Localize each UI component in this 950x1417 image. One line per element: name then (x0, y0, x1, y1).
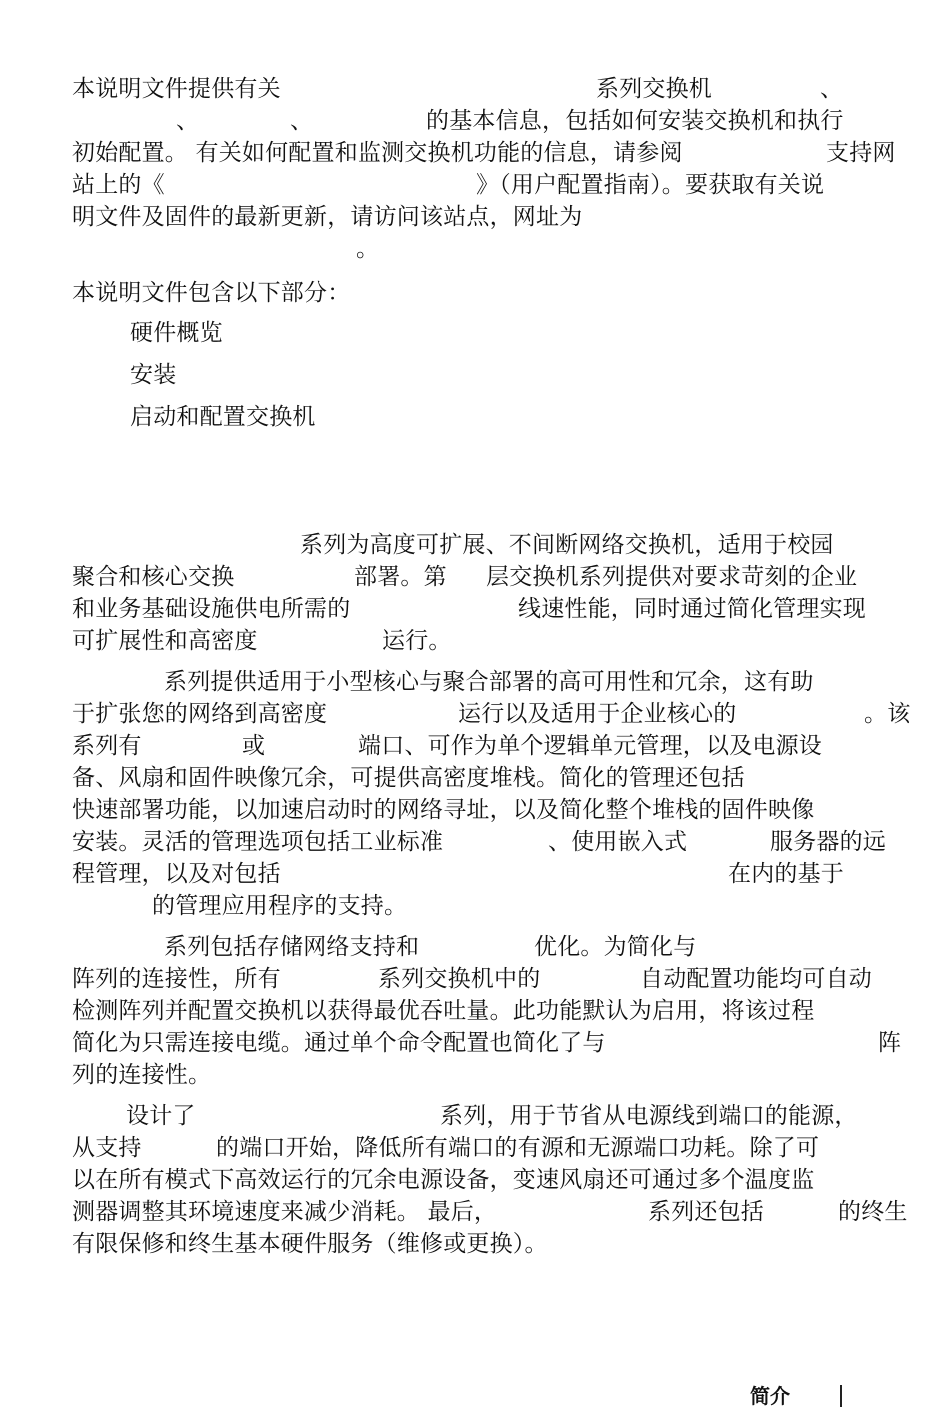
text-run: 运行。 (382, 628, 452, 654)
text-run: 的端口开始，降低所有端口的有源和无源端口功耗。除了可 (216, 1135, 820, 1161)
text-run: 系列交换机中的 (378, 966, 541, 992)
text-run: 系列包括存储网络支持和 (164, 934, 420, 960)
text-run: 阵列的连接性，所有 (72, 966, 281, 992)
text-run: 的终生 (838, 1199, 908, 1225)
text-run: 测器调整其环境速度来减少消耗。 最后， (72, 1199, 498, 1225)
text-run: 优化。为简化与 (534, 934, 697, 960)
text-run: 。该 (864, 701, 911, 727)
text-run: 、 (290, 108, 314, 134)
text-run: 系列交换机 (596, 76, 712, 102)
text-run: 系列有 (72, 733, 142, 759)
text-run: 、使用嵌入式 (548, 829, 688, 855)
text-run: 、 (176, 108, 200, 134)
text-run: 初始配置。 有关如何配置和监测交换机功能的信息，请参阅 (72, 140, 683, 166)
text-run: 可扩展性和高密度 (72, 628, 258, 654)
text-run: 、 (820, 76, 844, 102)
text-run: 或 (242, 733, 266, 759)
text-run: 从支持 (72, 1135, 142, 1161)
text-run: 自动配置功能均可自动 (640, 966, 872, 992)
text-run: 层交换机系列提供对要求苛刻的企业 (486, 564, 858, 590)
text-run: 检测阵列并配置交换机以获得最优吞吐量。此功能默认为启用，将该过程 (72, 998, 815, 1024)
text-run: 线速性能，同时通过简化管理实现 (518, 596, 866, 622)
text-run: 系列提供适用于小型核心与聚合部署的高可用性和冗余，这有助 (164, 669, 814, 695)
list-item: 安装 (130, 362, 177, 388)
text-run: 简化为只需连接电缆。通过单个命令配置也简化了与 (72, 1030, 606, 1056)
text-run: 快速部署功能，以加速启动时的网络寻址，以及简化整个堆栈的固件映像 (72, 797, 815, 823)
text-run: 列的连接性。 (72, 1062, 212, 1088)
contents-intro: 本说明文件包含以下部分： (72, 280, 351, 306)
list-item: 启动和配置交换机 (130, 404, 316, 430)
text-run: 站上的《 (72, 172, 165, 198)
footer-section-title: 简介 (750, 1384, 790, 1408)
text-run: 于扩张您的网络到高密度 (72, 701, 328, 727)
text-run: 备、风扇和固件映像冗余，可提供高密度堆栈。简化的管理还包括 (72, 765, 745, 791)
text-run: 明文件及固件的最新更新，请访问该站点，网址为 (72, 204, 583, 230)
text-run: 。 (356, 236, 380, 262)
text-run: 支持网 (826, 140, 896, 166)
text-run: 在内的基于 (728, 861, 844, 887)
text-run: 有限保修和终生基本硬件服务（维修或更换）。 (72, 1231, 548, 1257)
text-run: 聚合和核心交换 (72, 564, 235, 590)
list-item: 硬件概览 (130, 320, 223, 346)
text-run: 的管理应用程序的支持。 (152, 893, 408, 919)
text-run: 阵 (878, 1030, 902, 1056)
text-run: 服务器的远 (770, 829, 886, 855)
text-run: 的基本信息，包括如何安装交换机和执行 (426, 108, 844, 134)
text-run: 系列为高度可扩展、不间断网络交换机，适用于校园 (300, 532, 834, 558)
text-run: 设计了 (126, 1103, 196, 1129)
footer-divider (840, 1385, 842, 1407)
text-run: 安装。灵活的管理选项包括工业标准 (72, 829, 444, 855)
text-run: 端口、可作为单个逻辑单元管理，以及电源设 (358, 733, 822, 759)
text-run: 部署。第 (354, 564, 447, 590)
text-run: 运行以及适用于企业核心的 (458, 701, 737, 727)
text-run: 程管理，以及对包括 (72, 861, 281, 887)
text-run: 系列还包括 (648, 1199, 764, 1225)
text-run: 和业务基础设施供电所需的 (72, 596, 351, 622)
text-run: 》（用户配置指南）。要获取有关说 (476, 172, 825, 198)
text-run: 本说明文件提供有关 (72, 76, 281, 102)
text-run: 以在所有模式下高效运行的冗余电源设备，变速风扇还可通过多个温度监 (72, 1167, 815, 1193)
text-run: 系列，用于节省从电源线到端口的能源， (440, 1103, 858, 1129)
